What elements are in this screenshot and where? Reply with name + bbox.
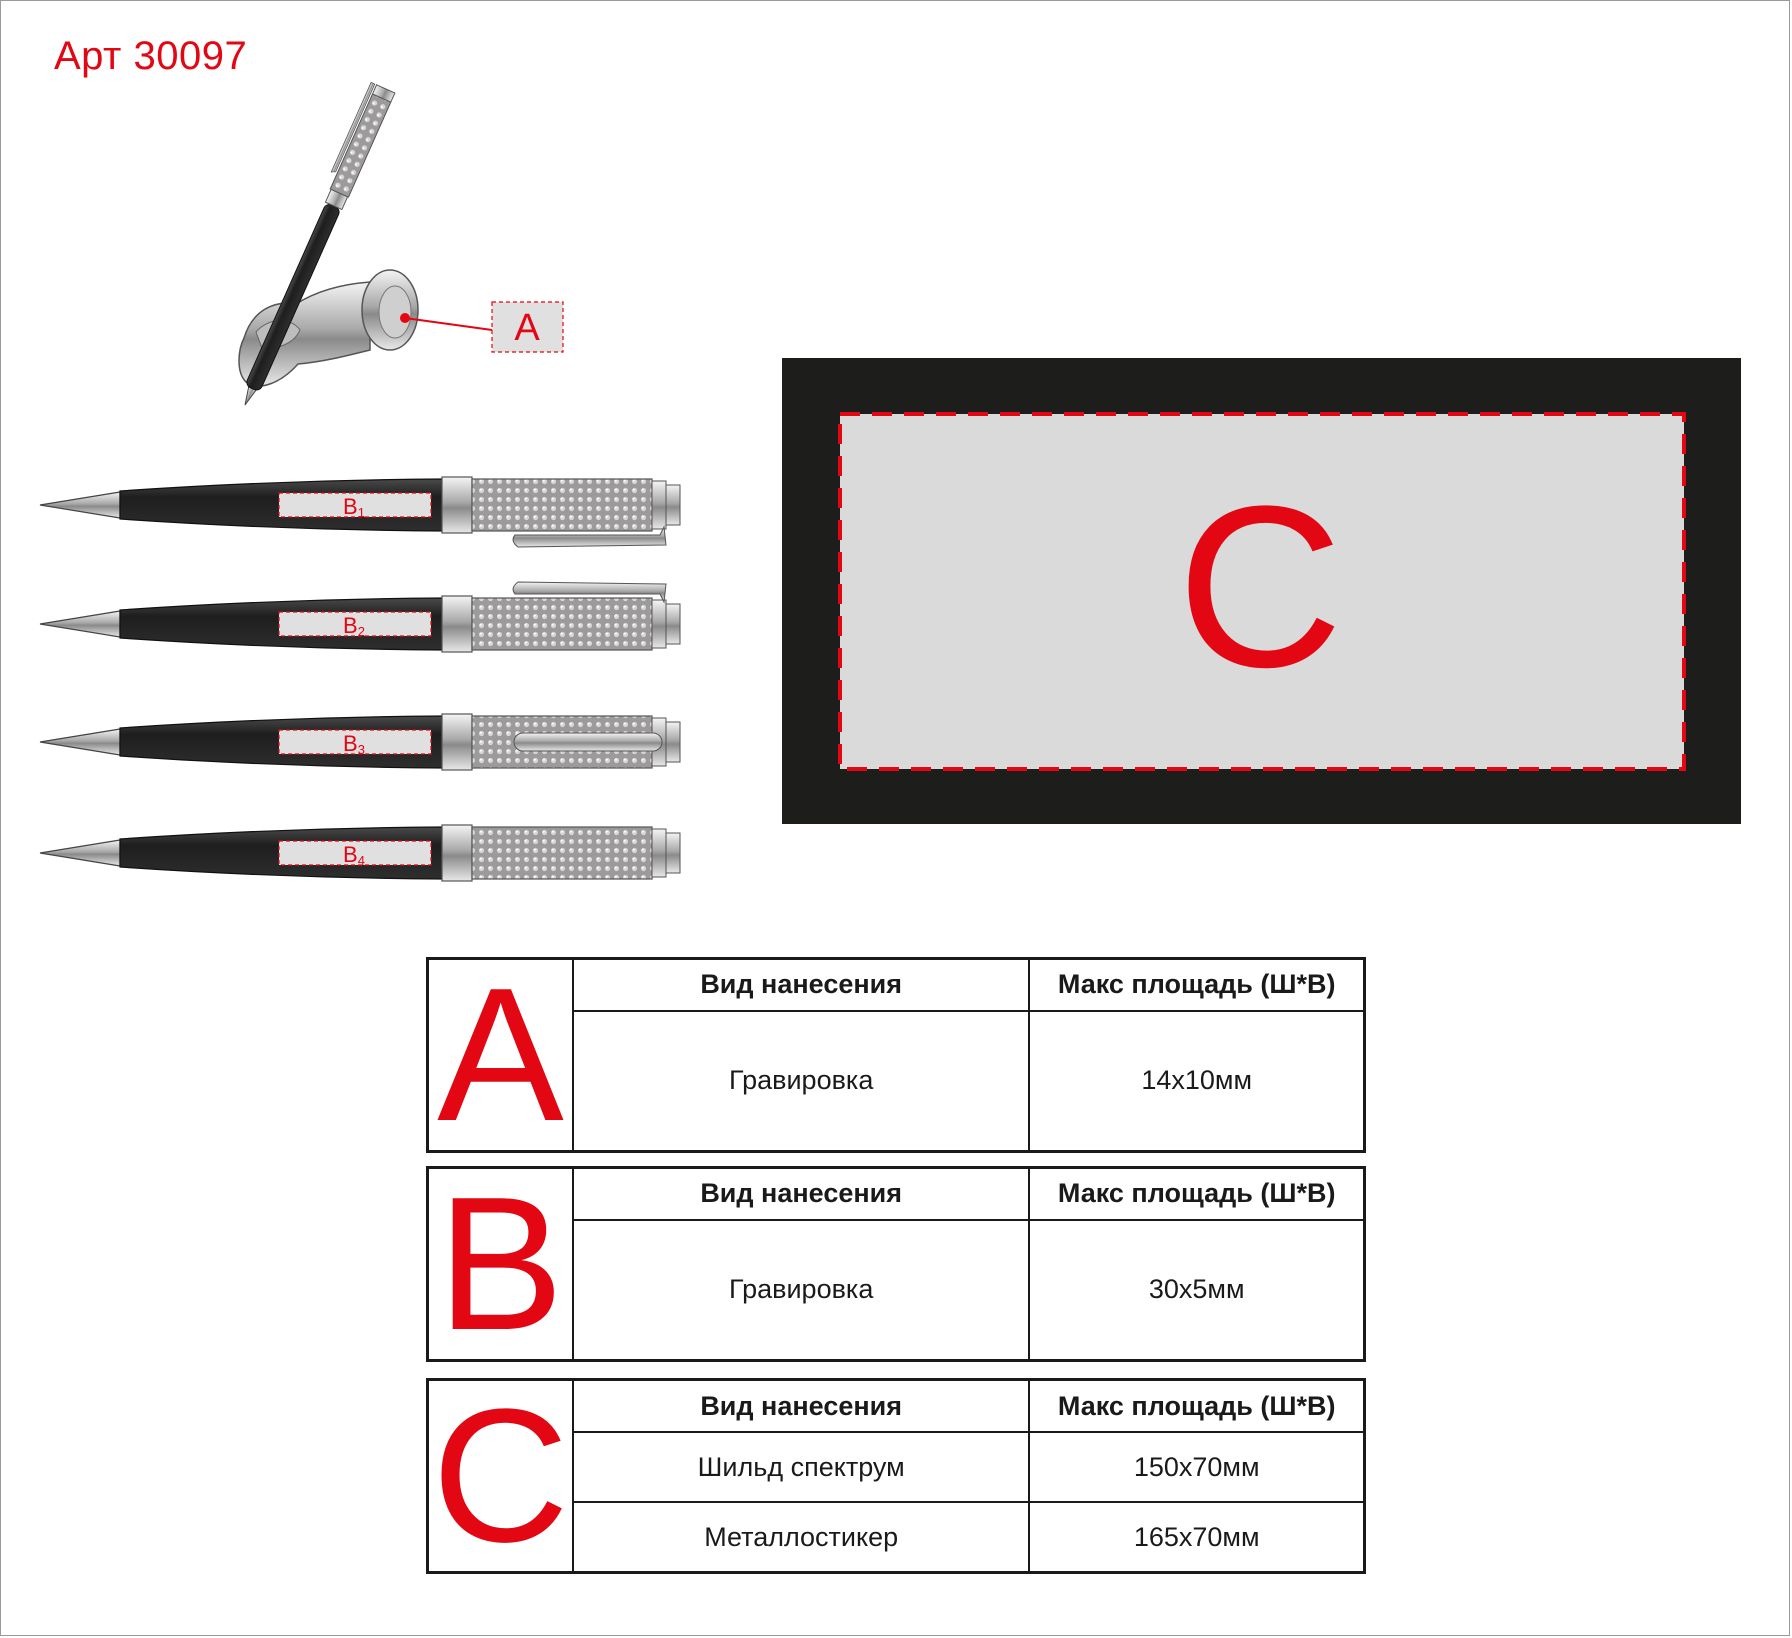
pen-view-2 xyxy=(40,582,680,652)
table-c-area-1: 150x70мм xyxy=(1029,1432,1364,1502)
gift-box-illustration xyxy=(782,358,1741,824)
table-c-letter: C xyxy=(428,1380,573,1573)
table-b-letter: B xyxy=(428,1168,573,1361)
table-b xyxy=(426,1158,1366,1370)
pen-view-1 xyxy=(40,477,680,547)
callout-a-label: A xyxy=(514,307,540,349)
area-b-label-sub: 4 xyxy=(357,853,365,868)
table-b-header-area: Макс площадь (Ш*В) xyxy=(1029,1168,1364,1220)
pen-view-4 xyxy=(40,825,680,881)
table-b-method: Гравировка xyxy=(573,1220,1029,1361)
table-a-area: 14x10мм xyxy=(1029,1011,1364,1152)
area-b-label-base: B xyxy=(343,731,358,756)
table-a-method: Гравировка xyxy=(573,1011,1029,1152)
table-a-letter: A xyxy=(428,959,573,1152)
table-c xyxy=(426,1370,1366,1582)
pen-view-3 xyxy=(40,714,680,770)
area-b-label-sub: 1 xyxy=(357,505,365,520)
article-title: Арт 30097 xyxy=(54,34,248,78)
pen-views xyxy=(40,477,680,881)
table-c-method-1: Шильд спектрум xyxy=(573,1432,1029,1502)
table-a-header-area: Макс площадь (Ш*В) xyxy=(1029,959,1364,1011)
area-b-label-sub: 3 xyxy=(357,742,365,757)
table-c-area-2: 165x70мм xyxy=(1029,1502,1364,1572)
table-b-header-method: Вид нанесения xyxy=(573,1168,1029,1220)
pen-stand-illustration xyxy=(230,82,418,409)
area-c-label: C xyxy=(1176,458,1344,715)
callout-a-leader-line xyxy=(405,318,492,330)
callout-a-dot xyxy=(400,313,410,323)
area-b-label-sub: 2 xyxy=(357,624,365,639)
area-b-label-base: B xyxy=(343,494,358,519)
table-c-header-area: Макс площадь (Ш*В) xyxy=(1029,1380,1364,1433)
table-a-header-method: Вид нанесения xyxy=(573,959,1029,1011)
table-a xyxy=(426,949,1366,1161)
table-c-method-2: Металлостикер xyxy=(573,1502,1029,1572)
area-b-label-base: B xyxy=(343,613,358,638)
area-b-label-base: B xyxy=(343,842,358,867)
table-b-area: 30x5мм xyxy=(1029,1220,1364,1361)
table-c-header-method: Вид нанесения xyxy=(573,1380,1029,1433)
